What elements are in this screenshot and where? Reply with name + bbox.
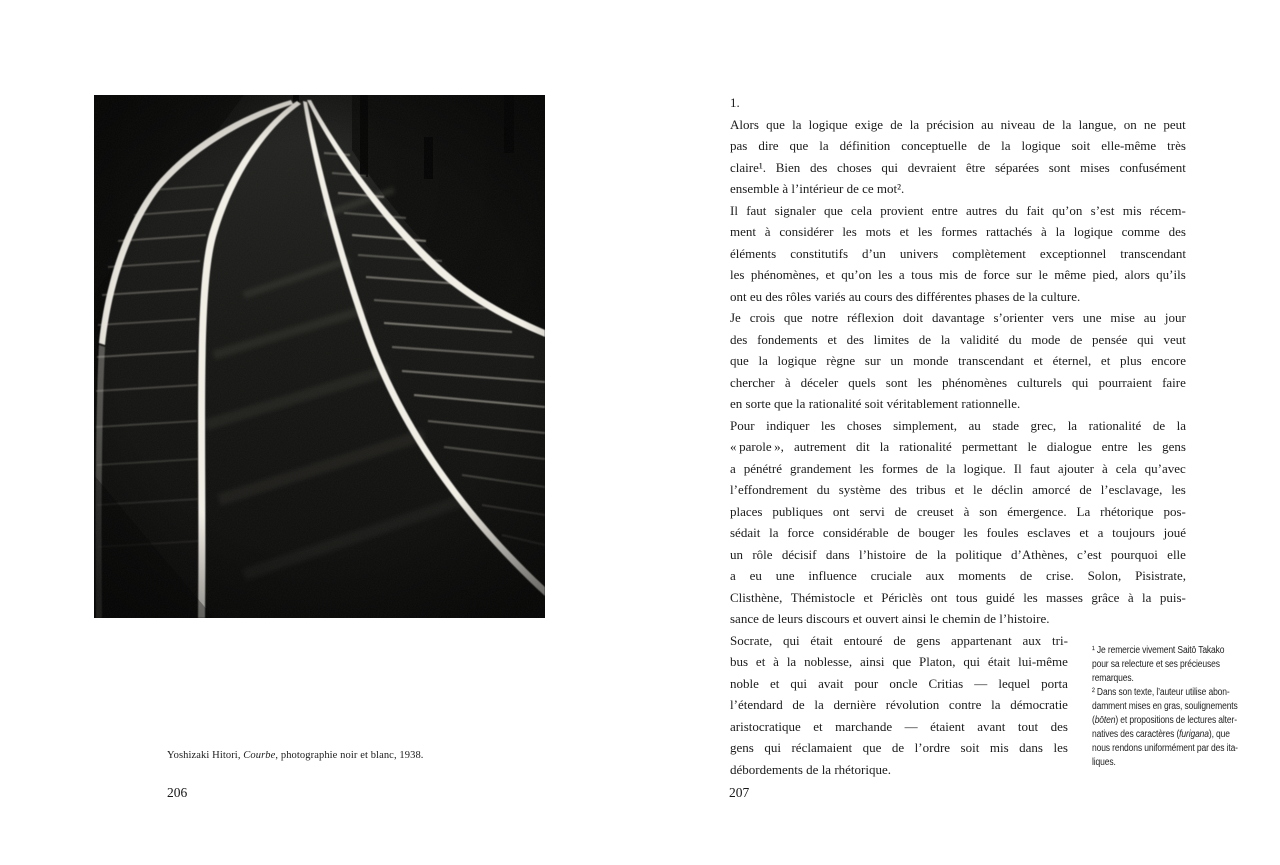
narrow-paragraph <box>730 630 1068 781</box>
footnote-line: ¹ Je remercie vivement Saitō Takako <box>1092 645 1225 656</box>
text-line: bus et à la noblesse, ainsi que Platon, qui était lui-même <box>730 654 1068 669</box>
railway-curve-photograph <box>94 95 545 618</box>
page-number-left: 206 <box>167 785 188 800</box>
text-line: Clisthène, Thémistocle et Périclès ont tous guidé les masses grâce à la puis- <box>730 589 1186 605</box>
footnote-line: liques. <box>1092 757 1116 768</box>
text-line: ensemble à l’intérieur de ce mot². <box>730 181 905 196</box>
caption-title: Courbe <box>243 750 276 761</box>
text-line: claire¹. Bien des choses qui devraient être séparées sont mises confusément <box>730 159 1186 175</box>
section-number: 1. <box>730 95 740 110</box>
text-line: a eu une influence cruciale aux moments de crise. Solon, Pisistrate, <box>730 568 1186 583</box>
footnote-line: ² Dans son texte, l’auteur utilise abon- <box>1092 687 1230 698</box>
text-line: aristocratique et marchande — étaient avant tout des <box>730 718 1068 734</box>
text-line: Pour indiquer les choses simplement, au stade grec, la rationalité de la <box>730 417 1186 433</box>
text-line: noble et qui avait pour oncle Critias — lequel porta <box>730 675 1068 691</box>
main-paragraphs <box>730 114 1186 630</box>
text-line: ont eu des rôles variés au cours des différentes phases de la culture. <box>730 288 1081 304</box>
text-line: sance de leurs discours et ouvert ainsi le chemin de l’histoire. <box>730 611 1050 626</box>
text-line: chercher à déceler quels sont les phénomènes culturels qui pourraient faire <box>730 374 1186 390</box>
footnote-line: remarques. <box>1092 673 1134 684</box>
photo-caption <box>167 750 587 761</box>
text-line: Alors que la logique exige de la précision au niveau de la langue, on ne peut <box>730 116 1186 132</box>
footnote-line: (bōten) et propositions de lectures alter- <box>1092 715 1237 726</box>
text-line: que la logique règne sur un monde transcendant et éternel, et plus encore <box>730 353 1186 368</box>
footnotes <box>1092 644 1237 770</box>
caption-details: , photographie noir et blanc, 1938. <box>275 750 424 761</box>
text-line: sédait la force considérable de bouger les foules esclaves et a toujours joué <box>730 525 1186 540</box>
text-line: gens qui réclamaient que de l’ordre soit mis dans les <box>730 740 1068 755</box>
text-line: l’effondrement du système des tribus et le déclin amorcé de l’esclavage, les <box>730 482 1186 497</box>
text-line: les phénomènes, et qu’on les a tous mis de force sur le même pied, alors qu’ils <box>730 267 1186 282</box>
text-line: pas dire que la définition conceptuelle de la logique soit elle-même très <box>730 138 1186 153</box>
footnote-line: pour sa relecture et ses précieuses <box>1092 659 1220 670</box>
text-line: « parole », autrement dit la rationalité permettant le dialogue entre les gens <box>730 439 1186 454</box>
footnote-line: natives des caractères (furigana), que <box>1092 729 1230 740</box>
text-line: Je crois que notre réflexion doit davantage s’orienter vers une mise au jour <box>730 310 1186 325</box>
text-line: un rôle décisif dans l’histoire de la politique d’Athènes, c’est pourquoi elle <box>730 546 1186 562</box>
text-line: l’étendard de la dernière révolution contre la démocratie <box>730 697 1068 712</box>
page-number-right: 207 <box>729 785 750 800</box>
text-line: ment à considérer les mots et les formes rattachés à la logique comme des <box>730 224 1186 239</box>
caption-artist: Yoshizaki Hitori, <box>167 750 244 761</box>
text-line: places publiques ont servi de creuset à son émergence. La rhétorique pos- <box>730 503 1186 519</box>
footnote-line: damment mises en gras, soulignements <box>1092 701 1238 712</box>
footnote-line: nous rendons uniformément par des ita- <box>1092 743 1238 754</box>
text-line: des fondements et des limites de la validité du mode de pensée qui veut <box>730 331 1186 347</box>
text-line: éléments constitutifs d’un univers complètement exceptionnel transcendant <box>730 245 1186 261</box>
text-line: Socrate, qui était entouré de gens appartenant aux tri- <box>730 632 1068 648</box>
text-line: débordements de la rhétorique. <box>730 761 891 777</box>
text-line: en sorte que la rationalité soit véritablement rationnelle. <box>730 396 1021 411</box>
text-line: Il faut signaler que cela provient entre autres du fait qu’on s’est mis récem- <box>730 202 1186 218</box>
text-line: a pénétré grandement les formes de la logique. Il faut ajouter à cela qu’avec <box>730 460 1186 476</box>
